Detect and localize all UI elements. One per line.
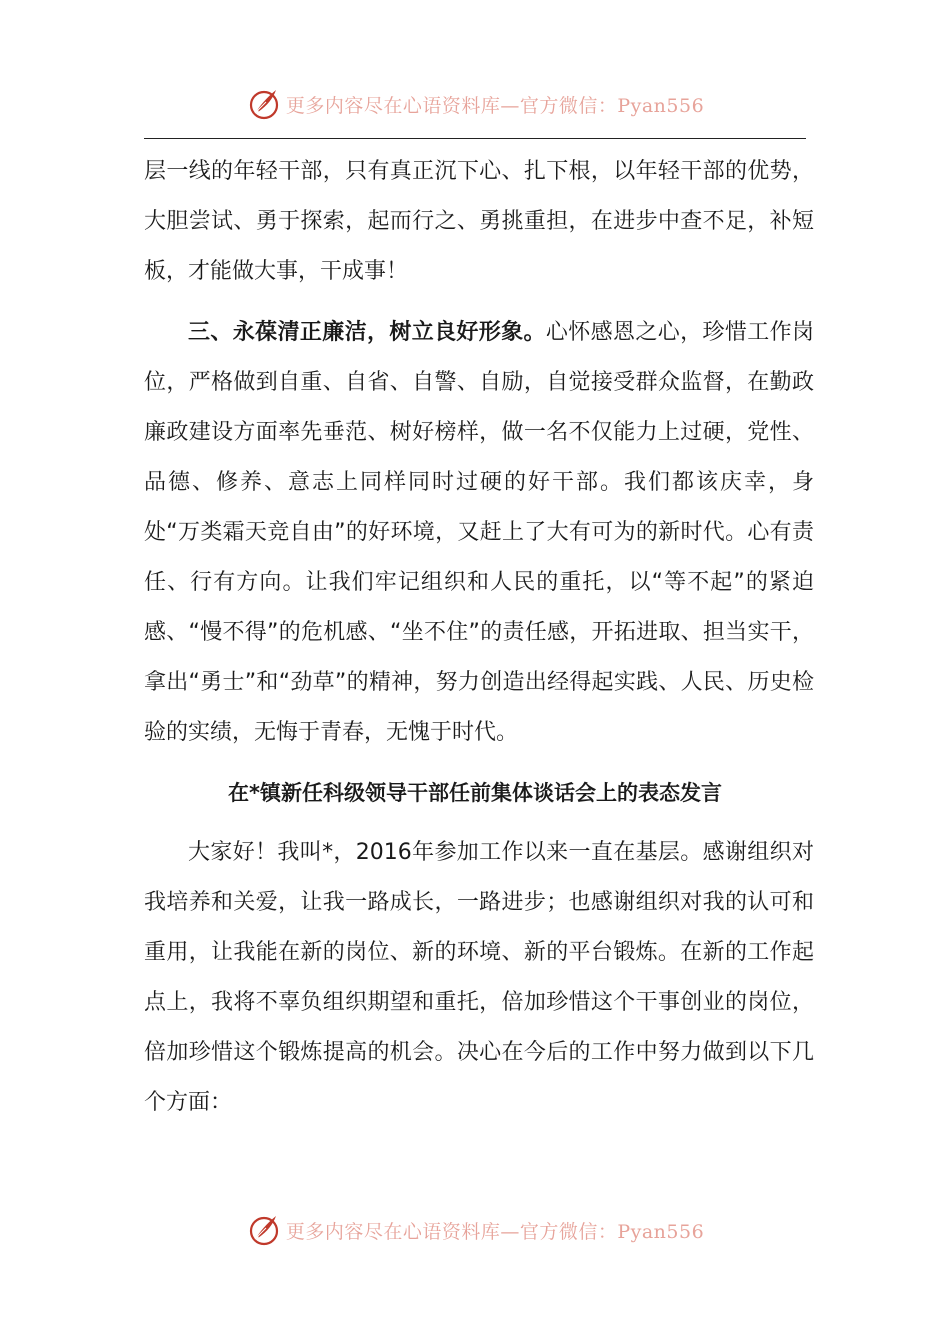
paragraph-gap [144,297,814,308]
paragraph-continuation: 层一线的年轻干部，只有真正沉下心、扎下根，以年轻干部的优势，大胆尝试、勇于探索，起而行之、勇挑重担，在进步中查不足，补短板，才能做大事，干成事！ [144,159,814,284]
section-3-heading: 三、永葆清正廉洁，树立良好形象。 [188,320,546,345]
document-title: 在*镇新任科级领导干部任前集体谈话会上的表态发言 [228,781,722,805]
quill-pen-logo-icon [246,86,282,122]
section-3-text: 心怀感恩之心，珍惜工作岗位，严格做到自重、自省、自警、自励，自觉接受群众监督，在勤政廉政建设方面率先垂范、树好榜样，做一名不仅能力上过硬，党性、品德、修养、意志上同样同时过硬的好干部。我们都该庆幸，身处“万类霜天竞自由”的好环境，又赶上了大有可为的新时代。心有责任、行有方向。让我们牢记组织和人民的重托，以“等不起”的紧迫感、“慢不得”的危机感、“坐不住”的责任感，开拓进取、担当实干，拿出“勇士”和“劲草”的精神，努力创造出经得起实践、人民、历史检验的实绩，无悔于青春，无愧于时代。 [144,320,814,745]
document-body [144,147,814,1128]
quill-pen-logo-icon [246,1212,282,1248]
section-3-paragraph [144,308,814,758]
header-brand-text: 更多内容尽在心语资料库—官方微信：Pyan556 [285,94,705,117]
footer-brand-text: 更多内容尽在心语资料库—官方微信：Pyan556 [285,1220,705,1243]
intro-paragraph: 大家好！我叫*，2016年参加工作以来一直在基层。感谢组织对我培养和关爱，让我一路成长，一路进步；也感谢组织对我的认可和重用，让我能在新的岗位、新的环境、新的平台锻炼。在新的工作起点上，我将不辜负组织期望和重托，倍加珍惜这个干事创业的岗位，倍加珍惜这个锻炼提高的机会。决心在今后的工作中努力做到以下几个方面： [144,840,814,1115]
header-divider [144,138,806,139]
footer-banner [0,1210,950,1250]
header-banner [0,84,950,124]
